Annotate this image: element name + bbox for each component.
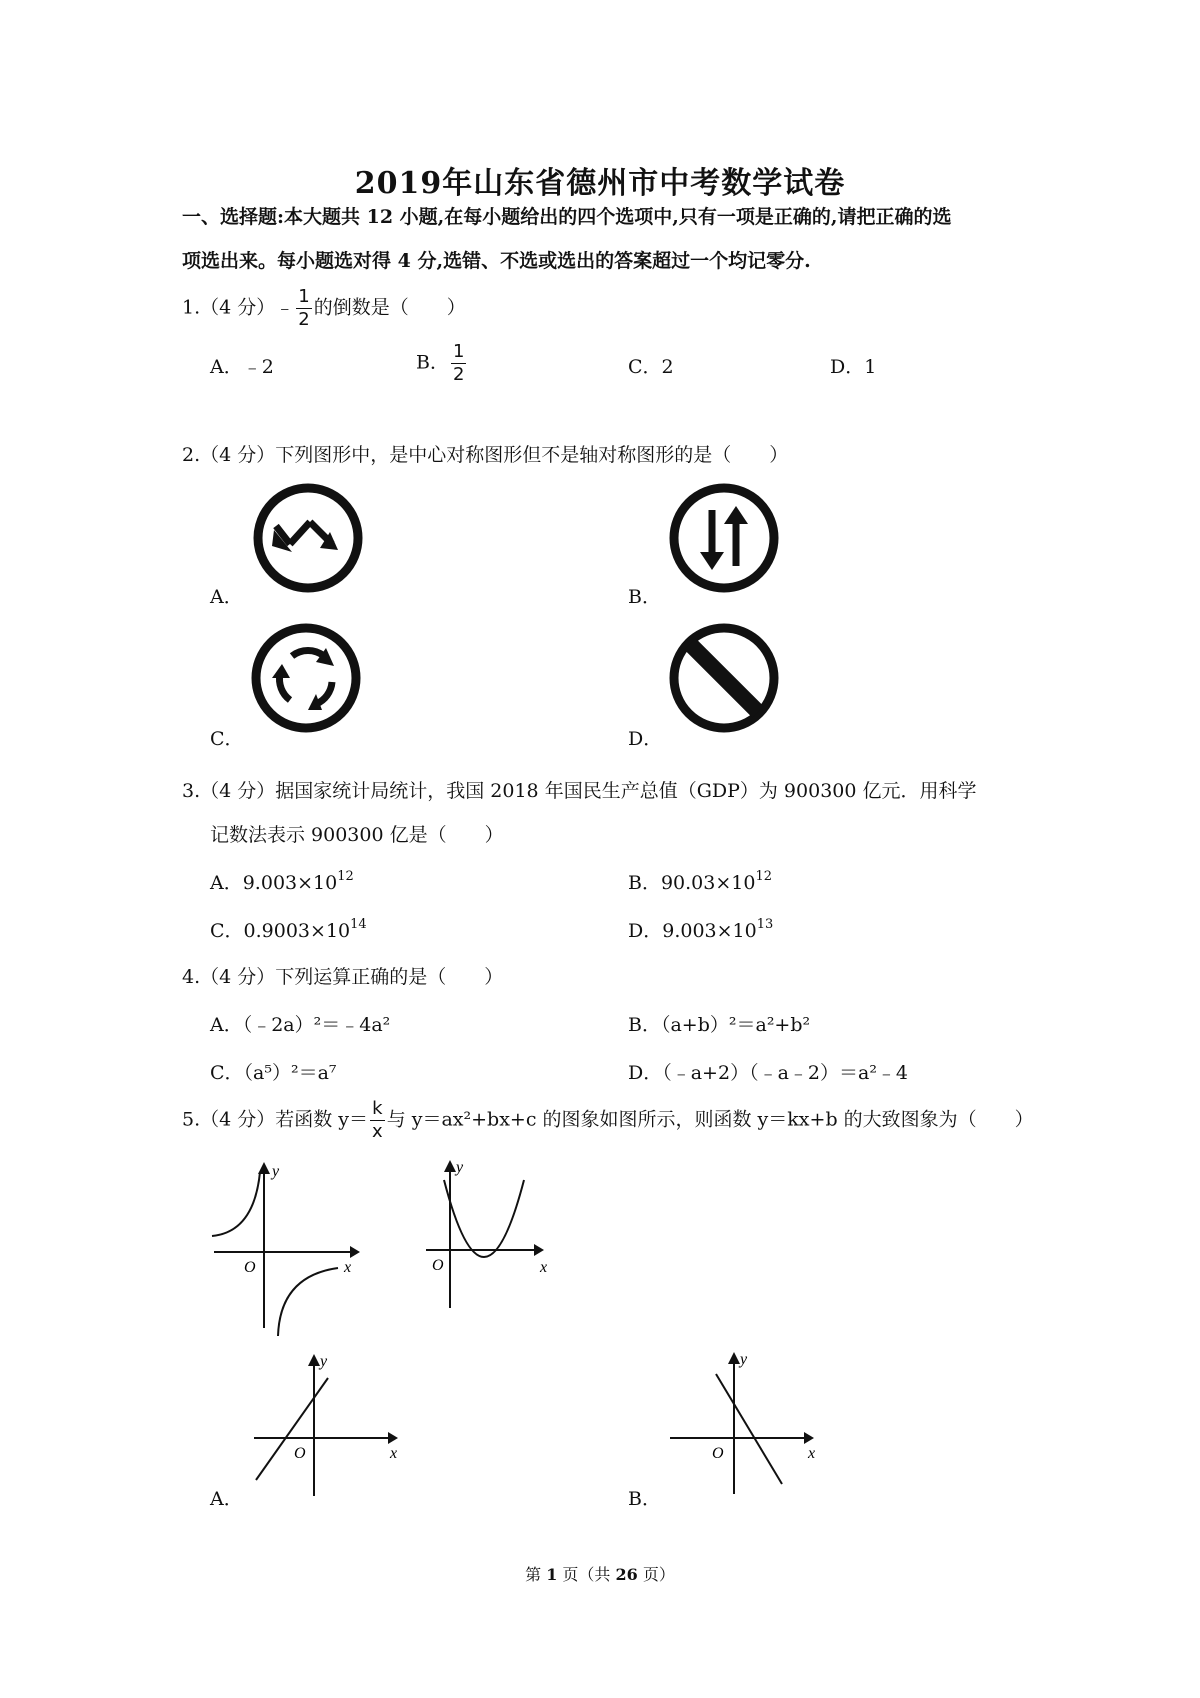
q3-option-d-exp: 13 <box>756 916 774 932</box>
q2-label-c: C． <box>210 728 244 750</box>
q5-fraction <box>370 1100 385 1141</box>
question-5 <box>182 1100 1034 1141</box>
q5-option-a-graph <box>248 1350 408 1500</box>
q5-g1-origin: O <box>244 1259 256 1276</box>
q2-sign-b <box>668 482 780 594</box>
q2-sign-d <box>668 622 780 734</box>
q3-option-b-exp: 12 <box>755 868 772 884</box>
q1-option-b-fraction <box>451 343 466 384</box>
question-1 <box>182 288 466 329</box>
q1-optb-den: 2 <box>452 364 465 385</box>
footer-page-number: 1 <box>546 1565 558 1584</box>
q2-label-b: B． <box>628 586 661 608</box>
q3-option-b-base: B．90.03×10 <box>628 872 756 894</box>
q5-prefix: 5.（4 分）若函数 y＝ <box>182 1108 369 1131</box>
q5-g2-y-label: y <box>456 1159 464 1176</box>
question-2: 2.（4 分）下列图形中，是中心对称图形但不是轴对称图形的是（ ） <box>182 444 789 466</box>
footer-post: 页） <box>642 1565 675 1584</box>
q5-option-b-graph <box>664 1348 824 1498</box>
q3-option-a <box>210 868 354 895</box>
page-footer <box>0 1562 1200 1585</box>
section-heading-line2: 项选出来。每小题选对得 4 分,选错、不选或选出的答案超过一个均记零分. <box>182 250 811 272</box>
q4-option-d: D．（﹣a+2）（﹣a﹣2）＝a²﹣4 <box>628 1062 909 1084</box>
q2-label-d: D． <box>628 728 663 750</box>
q5-hyperbola-graph <box>208 1160 358 1340</box>
q1-optb-num: 1 <box>452 341 465 362</box>
q5-a-y-label: y <box>320 1353 328 1370</box>
q1-option-b <box>416 343 468 384</box>
q1-option-c: C．2 <box>628 356 674 378</box>
q5-a-x-label: x <box>390 1445 398 1462</box>
question-4: 4.（4 分）下列运算正确的是（ ） <box>182 966 504 988</box>
q3-option-d <box>628 916 773 943</box>
q1-option-d: D．1 <box>830 356 877 378</box>
q5-b-y-label: y <box>740 1351 748 1368</box>
q1-frac-num: 1 <box>298 286 310 307</box>
q5-g2-x-label: x <box>540 1259 548 1276</box>
footer-pre: 第 <box>525 1565 542 1584</box>
footer-total-pages: 26 <box>615 1565 638 1584</box>
q5-b-x-label: x <box>808 1445 816 1462</box>
q5-frac-num: k <box>370 1100 385 1121</box>
q3-option-c <box>210 916 367 943</box>
q3-option-b <box>628 868 772 895</box>
q5-g1-x-label: x <box>344 1259 352 1276</box>
q1-fraction <box>296 288 311 329</box>
q5-parabola-graph <box>422 1158 552 1318</box>
q2-sign-c <box>250 622 362 734</box>
q3-option-c-base: C．0.9003×10 <box>210 920 351 942</box>
q4-option-a: A．（﹣2a）²＝﹣4a² <box>210 1014 391 1036</box>
q3-option-a-exp: 12 <box>337 868 354 884</box>
q1-option-a: A．﹣2 <box>210 356 274 378</box>
q1-frac-den: 2 <box>298 309 310 330</box>
q5-label-a: A． <box>210 1488 243 1510</box>
q4-option-b: B．（a+b）²＝a²+b² <box>628 1014 811 1036</box>
q5-g1-y-label: y <box>272 1163 280 1180</box>
page-title: 2019年山东省德州市中考数学试卷 <box>354 166 846 201</box>
q5-b-origin: O <box>712 1445 724 1462</box>
q4-option-c: C．（a⁵）²＝a⁷ <box>210 1062 337 1084</box>
footer-mid: 页（共 <box>562 1565 611 1584</box>
q3-option-a-base: A．9.003×10 <box>210 872 338 894</box>
question-3-line2: 记数法表示 900300 亿是（ ） <box>210 824 504 846</box>
q3-option-c-exp: 14 <box>350 916 367 932</box>
q2-sign-a <box>252 482 364 594</box>
question-3-line1: 3.（4 分）据国家统计局统计，我国 2018 年国民生产总值（GDP）为 900300 亿元．用科学 <box>182 780 977 802</box>
q5-label-b: B． <box>628 1488 661 1510</box>
q1-option-b-label: B． <box>416 351 449 374</box>
q1-suffix: 的倒数是（ ） <box>313 296 466 319</box>
q3-option-d-base: D．9.003×10 <box>628 920 757 942</box>
section-heading-line1: 一、选择题:本大题共 12 小题,在每小题给出的四个选项中,只有一项是正确的,请把正确的选 <box>182 206 952 228</box>
q1-prefix: 1.（4 分） <box>182 296 276 319</box>
q5-a-origin: O <box>294 1445 306 1462</box>
q5-frac-den: x <box>372 1121 383 1142</box>
q5-g2-origin: O <box>432 1257 444 1274</box>
q2-label-a: A． <box>210 586 243 608</box>
q5-suffix: 与 y＝ax²+bx+c 的图象如图所示，则函数 y＝kx+b 的大致图象为（ ） <box>386 1108 1034 1131</box>
q1-minus: ﹣ <box>275 296 295 319</box>
